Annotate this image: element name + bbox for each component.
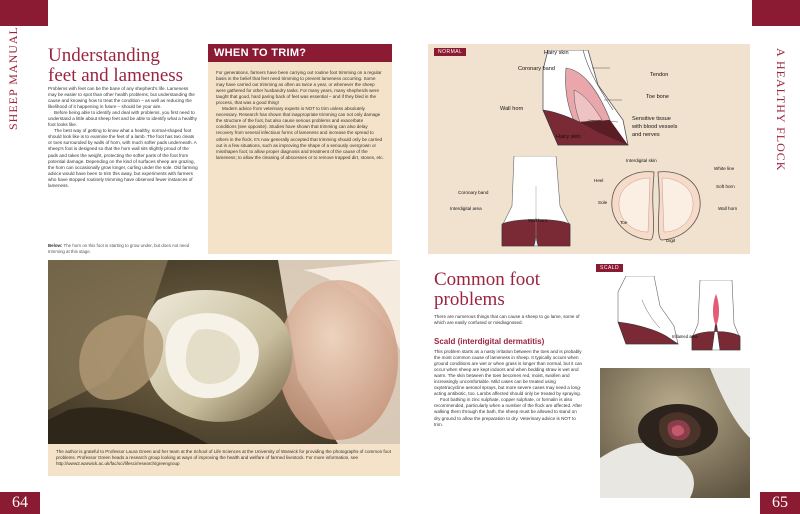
title-line-2: problems [434,288,505,310]
scald-heading: Scald (interdigital dermatitis) [434,337,545,346]
scald-diagram-panel [596,262,750,362]
normal-anatomy-panel [428,44,750,254]
scald-photo [600,368,750,498]
scald-label: SCALD [596,264,623,272]
normal-label: NORMAL [434,48,466,56]
common-problems-intro: There are numerous things that can cause a sheep to go lame, some of which are easily confused or misdiagnosed. [434,314,580,326]
label-with-blood-vessels: with blood vessels [632,124,678,130]
label-coronary-band-bottom: Coronary band [458,190,489,195]
label-wall-horn-top: Wall horn [500,106,524,112]
scald-paragraph: Foot bathing in zinc sulphate, copper sulphate, or formalin is also recommended, particularly when a number of the flock are affected. After walking them through the bath, the sheep must be allowed to stand on dry ground to allow the preparation to dry. Veterinary advice is NOT to trim. [434,397,583,427]
sidebar-heading: WHEN TO TRIM? [208,44,392,62]
scald-body [434,349,584,428]
label-interdigital-skin: Interdigital skin [626,158,657,163]
label-inflamed-area: Inflamed area [672,334,698,339]
caption-text: The horn on this foot is starting to grow under, but does not need trimming at this stage. [48,243,190,254]
label-toe-bone: Toe bone [646,94,670,100]
label-sensitive-tissue: Sensitive tissue [632,116,671,122]
scald-photo-image [600,368,750,498]
label-digit: Digit [666,238,676,243]
label-white-line: White line [714,166,735,171]
label-hairy-skin-bottom: Hairy skin [556,134,581,140]
title-line-2: feet and lameness [48,64,184,86]
label-soft-horn: Soft horn [716,184,735,189]
page-title-common-problems [434,270,540,310]
page-title-understanding [48,46,183,86]
title-line-1: Understanding [48,45,160,66]
front-view-hoof-diagram [496,156,576,252]
acknowledgement-box [48,444,400,476]
intro-body [48,86,198,189]
sidebar-body [208,62,392,161]
running-head-right: A HEALTHY FLOCK [774,48,788,172]
foot-photo-image [48,260,400,444]
label-wall-horn-front: Wall horn [528,218,548,223]
sole-view-diagram [606,168,706,244]
label-heel: Heel [594,178,604,183]
when-to-trim-sidebar [208,44,392,254]
sidebar-paragraph: For generations, farmers have been carrying out routine foot trimming on a regular basis in the belief that feet need trimming to prevent lameness occurring. Some may have carried out trimming as often as twice a year, or whenever the sheep were gathered for other husbandry tasks. For many years, many shepherds were taught that good, hard paring back of feet was essential – and if they bled in the process, that was a good thing! [216,70,382,106]
label-interdigital-area: Interdigital area [450,206,482,211]
scald-paragraph: This problem starts as a nasty irritation between the toes and is probably the most common cause of lameness in sheep. It typically occurs when ground conditions are wet or when grass is longer than normal, but it can occur when sheep are kept indoors and when bedding straw is wet and warm. The skin between the toes becomes red, moist, swollen and increasingly uncomfortable. Mild cases can be treated using oxytetracycline aerosol sprays, but more severe cases may need a long-acting antibiotic, too. Lambs affected should only be treated by spraying. [434,349,583,397]
sidebar-paragraph: Modern advice from veterinary experts is NOT to trim unless absolutely necessary. Research has shown that inappropriate trimming can not only damage the structure of the foot, but also cause serious problems and exacerbate conditions (see opposite). Studies have shown that trimming can also delay recovery from several infectious forms of lameness and increase the spread to others in the flock. It's now generally accepted that trimming should only be carried out in a few situations, such as improving the shape of a seriously overgrown or misshapen foot; to allow proper diagnosis and treatment of the cause of the lameness; to allow the cleaning of abscesses or to remove trapped dirt, stones, etc. [216,106,384,160]
acknowledgement-text: The author is grateful to Professor Laura Green and her team at the School of Life Sciences at the University of Warwick for providing the photographs of common foot problems. Professor Green heads a research group looking at ways of improving the health and welfare of farmed livestock. For more information, see http://www2.warwick.ac.uk/fac/sci/lifesci/research/greengroup [56,449,391,467]
body-paragraph: The best way of getting to know what a healthy, normal-shaped foot should look like is to examine the feet of a lamb. The foot has two cleats or toes surrounded by walls of horn, with much softer pads underneath. A sheep's foot is designed so that the horn wall sits slightly proud of the pads and takes the weight, protecting the softer parts of the foot from potential damage. Depending on the kind of surfaces sheep are grazing, the horn can occasionally grow longer, curling under the sole. Old farming advice would have been to trim this away, but experiments with farmers who have stopped routinely trimming have observed fewer instances of lameness. [48,128,198,188]
label-toe: Toe [620,220,628,225]
label-hairy-skin-top: Hairy skin [544,50,569,56]
page-number-left: 64 [0,492,40,514]
caption-lead: Below: [48,243,63,248]
label-coronary-band-top: Coronary band [518,66,556,72]
left-page-tab [0,0,48,26]
page-number-right: 65 [760,492,800,514]
photo-caption [48,243,198,254]
running-head-left: SHEEP MANUAL [6,26,20,130]
right-page-tab [752,0,800,26]
body-paragraph: Problems with feet can be the bane of any shepherd's life. Lameness may be easier to spot than other health problems, but understanding the cause and knowing how to treat the condition – as well as reducing the likelihood of it happening in future – should be your aim. [48,86,195,110]
scald-front-diagram [690,280,742,352]
label-and-nerves: and nerves [632,132,660,138]
title-line-1: Common foot [434,269,541,290]
body-paragraph: Before being able to identify and deal with problems, you first need to understand a little about sheep feet and be able to identify what a healthy foot looks like. [48,110,197,128]
label-sole: Sole [598,200,608,205]
label-wall-horn-sole: Wall horn [718,206,738,211]
right-page [400,0,800,514]
foot-photo [48,260,400,444]
label-tendon: Tendon [650,72,669,78]
